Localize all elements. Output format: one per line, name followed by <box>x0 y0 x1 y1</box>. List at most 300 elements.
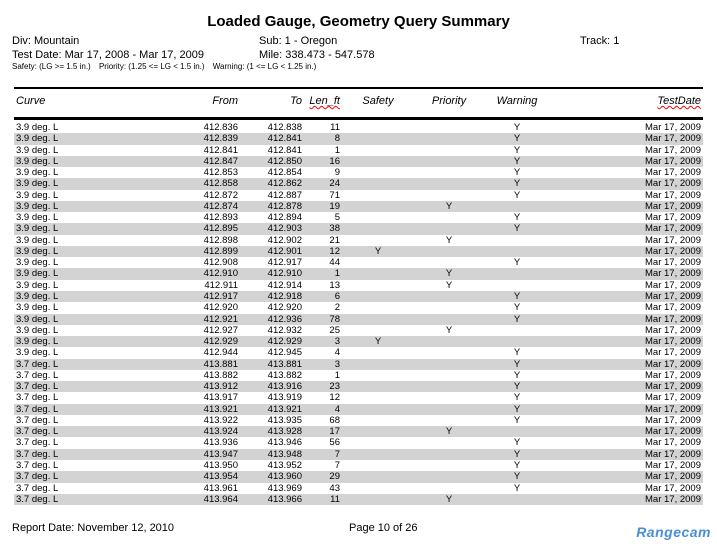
cell-testdate: Mar 17, 2009 <box>645 144 701 156</box>
cell-warning: Y <box>513 223 521 235</box>
cell-from: 413.936 <box>203 437 238 449</box>
cell-len-ft: 1 <box>334 369 340 381</box>
cell-to: 413.881 <box>267 358 302 370</box>
cell-curve: 3.7 deg. L <box>16 471 59 483</box>
cell-testdate: Mar 17, 2009 <box>645 448 701 460</box>
header-subdivision: Sub: 1 - Oregon <box>259 35 338 47</box>
table-row <box>14 291 703 302</box>
cell-curve: 3.9 deg. L <box>16 212 59 224</box>
cell-curve: 3.9 deg. L <box>16 336 59 348</box>
header-mile-range: Mile: 338.473 - 547.578 <box>259 49 375 61</box>
cell-warning: Y <box>513 212 521 224</box>
cell-priority <box>414 246 484 257</box>
cell-len-ft: 44 <box>329 257 340 269</box>
cell-to: 413.935 <box>267 414 302 426</box>
cell-safety <box>342 201 414 212</box>
table-row <box>14 268 703 279</box>
cell-curve: 3.7 deg. L <box>16 459 59 471</box>
cell-from: 413.961 <box>203 482 238 494</box>
table-row <box>14 483 703 494</box>
cell-to: 412.932 <box>267 324 302 336</box>
cell-priority <box>414 190 484 201</box>
cell-curve: 3.7 deg. L <box>16 437 59 449</box>
cell-curve: 3.7 deg. L <box>16 493 59 505</box>
cell-warning: Y <box>513 257 521 269</box>
cell-to: 412.850 <box>267 155 302 167</box>
cell-safety <box>342 133 414 144</box>
cell-len-ft: 25 <box>329 324 340 336</box>
cell-from: 413.912 <box>203 381 238 393</box>
cell-curve: 3.9 deg. L <box>16 234 59 246</box>
cell-warning <box>484 246 550 257</box>
cell-testdate: Mar 17, 2009 <box>645 324 701 336</box>
cell-safety <box>342 359 414 370</box>
table-row <box>14 280 703 291</box>
table-row <box>14 460 703 471</box>
cell-safety <box>342 460 414 471</box>
cell-curve: 3.7 deg. L <box>16 369 59 381</box>
cell-warning <box>484 235 550 246</box>
cell-safety <box>342 178 414 189</box>
cell-safety <box>342 291 414 302</box>
cell-from: 413.921 <box>203 403 238 415</box>
cell-curve: 3.7 deg. L <box>16 392 59 404</box>
cell-curve: 3.7 deg. L <box>16 448 59 460</box>
cell-curve: 3.9 deg. L <box>16 223 59 235</box>
cell-safety <box>342 347 414 358</box>
cell-priority: Y <box>445 426 453 438</box>
cell-len-ft: 4 <box>334 403 340 415</box>
cell-safety <box>342 268 414 279</box>
cell-curve: 3.9 deg. L <box>16 257 59 269</box>
cell-len-ft: 6 <box>334 290 340 302</box>
cell-to: 412.841 <box>267 133 302 145</box>
criteria-priority: Priority: (1.25 <= LG < 1.5 in.) <box>98 62 205 71</box>
cell-curve: 3.9 deg. L <box>16 178 59 190</box>
cell-warning: Y <box>513 448 521 460</box>
cell-warning: Y <box>513 459 521 471</box>
table-row <box>14 133 703 144</box>
cell-from: 412.929 <box>203 336 238 348</box>
header-test-date: Test Date: Mar 17, 2008 - Mar 17, 2009 <box>12 49 204 61</box>
cell-testdate: Mar 17, 2009 <box>645 245 701 257</box>
cell-from: 412.872 <box>203 189 238 201</box>
cell-curve: 3.7 deg. L <box>16 403 59 415</box>
cell-to: 412.936 <box>267 313 302 325</box>
cell-priority <box>414 122 484 133</box>
cell-from: 413.924 <box>203 426 238 438</box>
column-header-len-ft-label: Len_ft <box>309 95 340 107</box>
cell-safety <box>342 415 414 426</box>
criteria-safety: Safety: (LG >= 1.5 in.) <box>12 62 91 71</box>
table-row <box>14 302 703 313</box>
cell-curve: 3.9 deg. L <box>16 279 59 291</box>
cell-to: 412.838 <box>267 122 302 133</box>
cell-testdate: Mar 17, 2009 <box>645 437 701 449</box>
cell-warning: Y <box>513 403 521 415</box>
cell-to: 412.945 <box>267 347 302 359</box>
cell-warning: Y <box>513 437 521 449</box>
cell-warning: Y <box>513 369 521 381</box>
table-row <box>14 325 703 336</box>
cell-safety <box>342 404 414 415</box>
cell-safety: Y <box>374 336 382 348</box>
table-row <box>14 381 703 392</box>
cell-to: 412.862 <box>267 178 302 190</box>
cell-testdate: Mar 17, 2009 <box>645 133 701 145</box>
cell-testdate: Mar 17, 2009 <box>645 122 701 133</box>
cell-from: 412.874 <box>203 200 238 212</box>
cell-testdate: Mar 17, 2009 <box>645 200 701 212</box>
cell-from: 412.921 <box>203 313 238 325</box>
cell-len-ft: 9 <box>334 167 340 179</box>
cell-curve: 3.7 deg. L <box>16 414 59 426</box>
cell-from: 412.853 <box>203 167 238 179</box>
cell-from: 412.908 <box>203 257 238 269</box>
cell-warning: Y <box>513 302 521 314</box>
cell-to: 413.952 <box>267 459 302 471</box>
cell-curve: 3.9 deg. L <box>16 245 59 257</box>
cell-len-ft: 1 <box>334 144 340 156</box>
cell-warning: Y <box>513 482 521 494</box>
cell-priority: Y <box>445 268 453 280</box>
cell-from: 412.911 <box>204 279 238 291</box>
cell-len-ft: 12 <box>329 392 340 404</box>
cell-curve: 3.7 deg. L <box>16 426 59 438</box>
cell-priority <box>414 167 484 178</box>
cell-from: 412.836 <box>203 122 238 133</box>
cell-priority <box>414 471 484 482</box>
cell-len-ft: 12 <box>329 245 340 257</box>
cell-priority <box>414 336 484 347</box>
cell-warning: Y <box>513 133 521 145</box>
cell-safety <box>342 449 414 460</box>
cell-from: 413.922 <box>203 414 238 426</box>
table-row <box>14 246 703 257</box>
cell-warning: Y <box>513 122 521 133</box>
cell-to: 413.882 <box>267 369 302 381</box>
cell-to: 413.969 <box>267 482 302 494</box>
cell-to: 412.887 <box>267 189 302 201</box>
cell-to: 412.901 <box>267 245 302 257</box>
cell-curve: 3.7 deg. L <box>16 358 59 370</box>
cell-from: 413.964 <box>203 493 238 505</box>
cell-safety <box>342 437 414 448</box>
cell-len-ft: 5 <box>334 212 340 224</box>
cell-len-ft: 68 <box>329 414 340 426</box>
cell-from: 413.954 <box>203 471 238 483</box>
cell-from: 412.920 <box>203 302 238 314</box>
cell-len-ft: 8 <box>334 133 340 145</box>
table-row <box>14 235 703 246</box>
cell-testdate: Mar 17, 2009 <box>645 167 701 179</box>
cell-to: 413.960 <box>267 471 302 483</box>
cell-curve: 3.9 deg. L <box>16 200 59 212</box>
cell-to: 413.928 <box>267 426 302 438</box>
cell-to: 412.918 <box>267 290 302 302</box>
cell-from: 412.847 <box>203 155 238 167</box>
cell-priority <box>414 257 484 268</box>
cell-to: 412.917 <box>267 257 302 269</box>
cell-warning: Y <box>513 290 521 302</box>
table-row <box>14 212 703 223</box>
table-row <box>14 336 703 347</box>
cell-curve: 3.9 deg. L <box>16 155 59 167</box>
cell-curve: 3.9 deg. L <box>16 324 59 336</box>
cell-warning: Y <box>513 381 521 393</box>
cell-testdate: Mar 17, 2009 <box>645 482 701 494</box>
cell-curve: 3.9 deg. L <box>16 133 59 145</box>
cell-priority <box>414 460 484 471</box>
cell-safety <box>342 212 414 223</box>
header-division: Div: Mountain <box>12 35 80 47</box>
cell-priority <box>414 370 484 381</box>
cell-warning: Y <box>513 471 521 483</box>
cell-from: 413.947 <box>203 448 238 460</box>
table-row <box>14 167 703 178</box>
cell-from: 412.841 <box>203 144 238 156</box>
cell-safety <box>342 156 414 167</box>
cell-testdate: Mar 17, 2009 <box>645 369 701 381</box>
table-top-rule <box>14 87 703 89</box>
cell-from: 412.839 <box>203 133 238 145</box>
table-row <box>14 359 703 370</box>
cell-warning: Y <box>513 189 521 201</box>
cell-testdate: Mar 17, 2009 <box>645 381 701 393</box>
cell-safety <box>342 471 414 482</box>
cell-curve: 3.9 deg. L <box>16 347 59 359</box>
table-row <box>14 122 703 133</box>
cell-priority <box>414 302 484 313</box>
cell-warning: Y <box>513 167 521 179</box>
table-row <box>14 370 703 381</box>
cell-testdate: Mar 17, 2009 <box>645 459 701 471</box>
cell-to: 412.929 <box>267 336 302 348</box>
cell-from: 412.893 <box>203 212 238 224</box>
cell-warning <box>484 201 550 212</box>
cell-curve: 3.9 deg. L <box>16 144 59 156</box>
cell-safety <box>342 280 414 291</box>
column-header-testdate-label: TestDate <box>657 95 701 107</box>
table-row <box>14 415 703 426</box>
cell-from: 413.950 <box>203 459 238 471</box>
cell-to: 412.910 <box>267 268 302 280</box>
table-body <box>14 122 703 505</box>
cell-len-ft: 4 <box>334 347 340 359</box>
cell-warning <box>484 494 550 505</box>
cell-from: 412.944 <box>203 347 238 359</box>
cell-testdate: Mar 17, 2009 <box>645 234 701 246</box>
table-row <box>14 347 703 358</box>
cell-curve: 3.9 deg. L <box>16 313 59 325</box>
cell-from: 412.927 <box>203 324 238 336</box>
cell-priority <box>414 415 484 426</box>
cell-testdate: Mar 17, 2009 <box>645 189 701 201</box>
cell-warning <box>484 268 550 279</box>
footer-page-number: Page 10 of 26 <box>349 522 418 534</box>
cell-priority <box>414 437 484 448</box>
cell-safety <box>342 122 414 133</box>
table-row <box>14 404 703 415</box>
cell-warning: Y <box>513 358 521 370</box>
cell-warning: Y <box>513 414 521 426</box>
table-row <box>14 145 703 156</box>
cell-curve: 3.9 deg. L <box>16 290 59 302</box>
cell-safety <box>342 167 414 178</box>
cell-testdate: Mar 17, 2009 <box>645 414 701 426</box>
cell-testdate: Mar 17, 2009 <box>645 212 701 224</box>
cell-to: 412.878 <box>267 200 302 212</box>
cell-priority <box>414 212 484 223</box>
cell-safety <box>342 190 414 201</box>
cell-len-ft: 1 <box>334 268 340 280</box>
cell-curve: 3.7 deg. L <box>16 482 59 494</box>
table-row <box>14 392 703 403</box>
cell-priority <box>414 156 484 167</box>
cell-to: 412.841 <box>267 144 302 156</box>
report-title: Loaded Gauge, Geometry Query Summary <box>207 13 510 30</box>
cell-testdate: Mar 17, 2009 <box>645 471 701 483</box>
cell-priority <box>414 359 484 370</box>
cell-safety <box>342 314 414 325</box>
cell-priority <box>414 145 484 156</box>
cell-len-ft: 13 <box>329 279 340 291</box>
cell-curve: 3.9 deg. L <box>16 189 59 201</box>
cell-priority <box>414 449 484 460</box>
cell-safety <box>342 381 414 392</box>
cell-testdate: Mar 17, 2009 <box>645 426 701 438</box>
cell-safety <box>342 145 414 156</box>
cell-testdate: Mar 17, 2009 <box>645 268 701 280</box>
cell-len-ft: 56 <box>329 437 340 449</box>
cell-to: 412.854 <box>267 167 302 179</box>
cell-len-ft: 17 <box>329 426 340 438</box>
cell-curve: 3.9 deg. L <box>16 302 59 314</box>
cell-priority <box>414 483 484 494</box>
table-row <box>14 449 703 460</box>
cell-len-ft: 3 <box>334 336 340 348</box>
cell-priority <box>414 133 484 144</box>
cell-len-ft: 21 <box>329 234 340 246</box>
cell-curve: 3.9 deg. L <box>16 167 59 179</box>
cell-testdate: Mar 17, 2009 <box>645 290 701 302</box>
cell-from: 412.917 <box>203 290 238 302</box>
cell-from: 412.898 <box>203 234 238 246</box>
table-row <box>14 314 703 325</box>
cell-testdate: Mar 17, 2009 <box>645 392 701 404</box>
table-row <box>14 156 703 167</box>
cell-len-ft: 23 <box>329 381 340 393</box>
column-header-testdate <box>550 95 703 107</box>
cell-warning: Y <box>513 347 521 359</box>
cell-curve: 3.9 deg. L <box>16 268 59 280</box>
cell-testdate: Mar 17, 2009 <box>645 178 701 190</box>
cell-to: 412.914 <box>267 279 302 291</box>
cell-priority <box>414 392 484 403</box>
cell-safety <box>342 325 414 336</box>
cell-priority: Y <box>445 200 453 212</box>
cell-len-ft: 29 <box>329 471 340 483</box>
cell-len-ft: 43 <box>329 482 340 494</box>
column-header-safety: Safety <box>362 95 394 107</box>
cell-testdate: Mar 17, 2009 <box>645 347 701 359</box>
cell-safety <box>342 235 414 246</box>
table-row <box>14 178 703 189</box>
cell-len-ft: 2 <box>334 302 340 314</box>
column-header-to: To <box>290 95 302 107</box>
cell-len-ft: 38 <box>329 223 340 235</box>
criteria-warning: Warning: (1 <= LG < 1.25 in.) <box>212 62 317 71</box>
cell-len-ft: 19 <box>329 200 340 212</box>
table-row <box>14 426 703 437</box>
column-header-priority: Priority <box>431 95 467 107</box>
table-row <box>14 437 703 448</box>
cell-safety <box>342 494 414 505</box>
column-header-curve: Curve <box>16 95 46 107</box>
cell-to: 413.916 <box>267 381 302 393</box>
cell-from: 412.895 <box>203 223 238 235</box>
cell-len-ft: 7 <box>334 459 340 471</box>
cell-len-ft: 11 <box>330 122 340 133</box>
cell-testdate: Mar 17, 2009 <box>645 302 701 314</box>
cell-priority <box>414 291 484 302</box>
column-header-len-ft <box>304 95 342 107</box>
cell-warning <box>484 426 550 437</box>
cell-to: 413.946 <box>267 437 302 449</box>
cell-testdate: Mar 17, 2009 <box>645 155 701 167</box>
cell-from: 412.910 <box>203 268 238 280</box>
cell-priority: Y <box>445 234 453 246</box>
cell-warning: Y <box>513 392 521 404</box>
cell-to: 412.894 <box>267 212 302 224</box>
table-header-row <box>14 95 703 107</box>
cell-priority <box>414 223 484 234</box>
cell-warning: Y <box>513 144 521 156</box>
cell-len-ft: 78 <box>329 313 340 325</box>
cell-testdate: Mar 17, 2009 <box>645 493 701 505</box>
table-row <box>14 190 703 201</box>
cell-priority <box>414 178 484 189</box>
cell-safety <box>342 370 414 381</box>
cell-testdate: Mar 17, 2009 <box>645 403 701 415</box>
header-track: Track: 1 <box>580 35 620 47</box>
footer-report-date: Report Date: November 12, 2010 <box>12 522 175 534</box>
cell-priority <box>414 347 484 358</box>
cell-priority <box>414 314 484 325</box>
table-row <box>14 471 703 482</box>
cell-curve: 3.9 deg. L <box>16 122 59 133</box>
cell-warning <box>484 336 550 347</box>
cell-testdate: Mar 17, 2009 <box>645 336 701 348</box>
cell-safety <box>342 483 414 494</box>
table-row <box>14 494 703 505</box>
cell-priority <box>414 381 484 392</box>
cell-warning: Y <box>513 178 521 190</box>
cell-to: 412.902 <box>267 234 302 246</box>
cell-testdate: Mar 17, 2009 <box>645 358 701 370</box>
cell-priority: Y <box>445 493 453 505</box>
cell-testdate: Mar 17, 2009 <box>645 279 701 291</box>
cell-priority: Y <box>445 279 453 291</box>
cell-safety: Y <box>374 245 382 257</box>
cell-to: 413.921 <box>267 403 302 415</box>
cell-from: 412.899 <box>203 245 238 257</box>
cell-from: 413.917 <box>203 392 238 404</box>
cell-len-ft: 24 <box>329 178 340 190</box>
cell-priority <box>414 404 484 415</box>
cell-warning: Y <box>513 313 521 325</box>
cell-to: 412.920 <box>267 302 302 314</box>
